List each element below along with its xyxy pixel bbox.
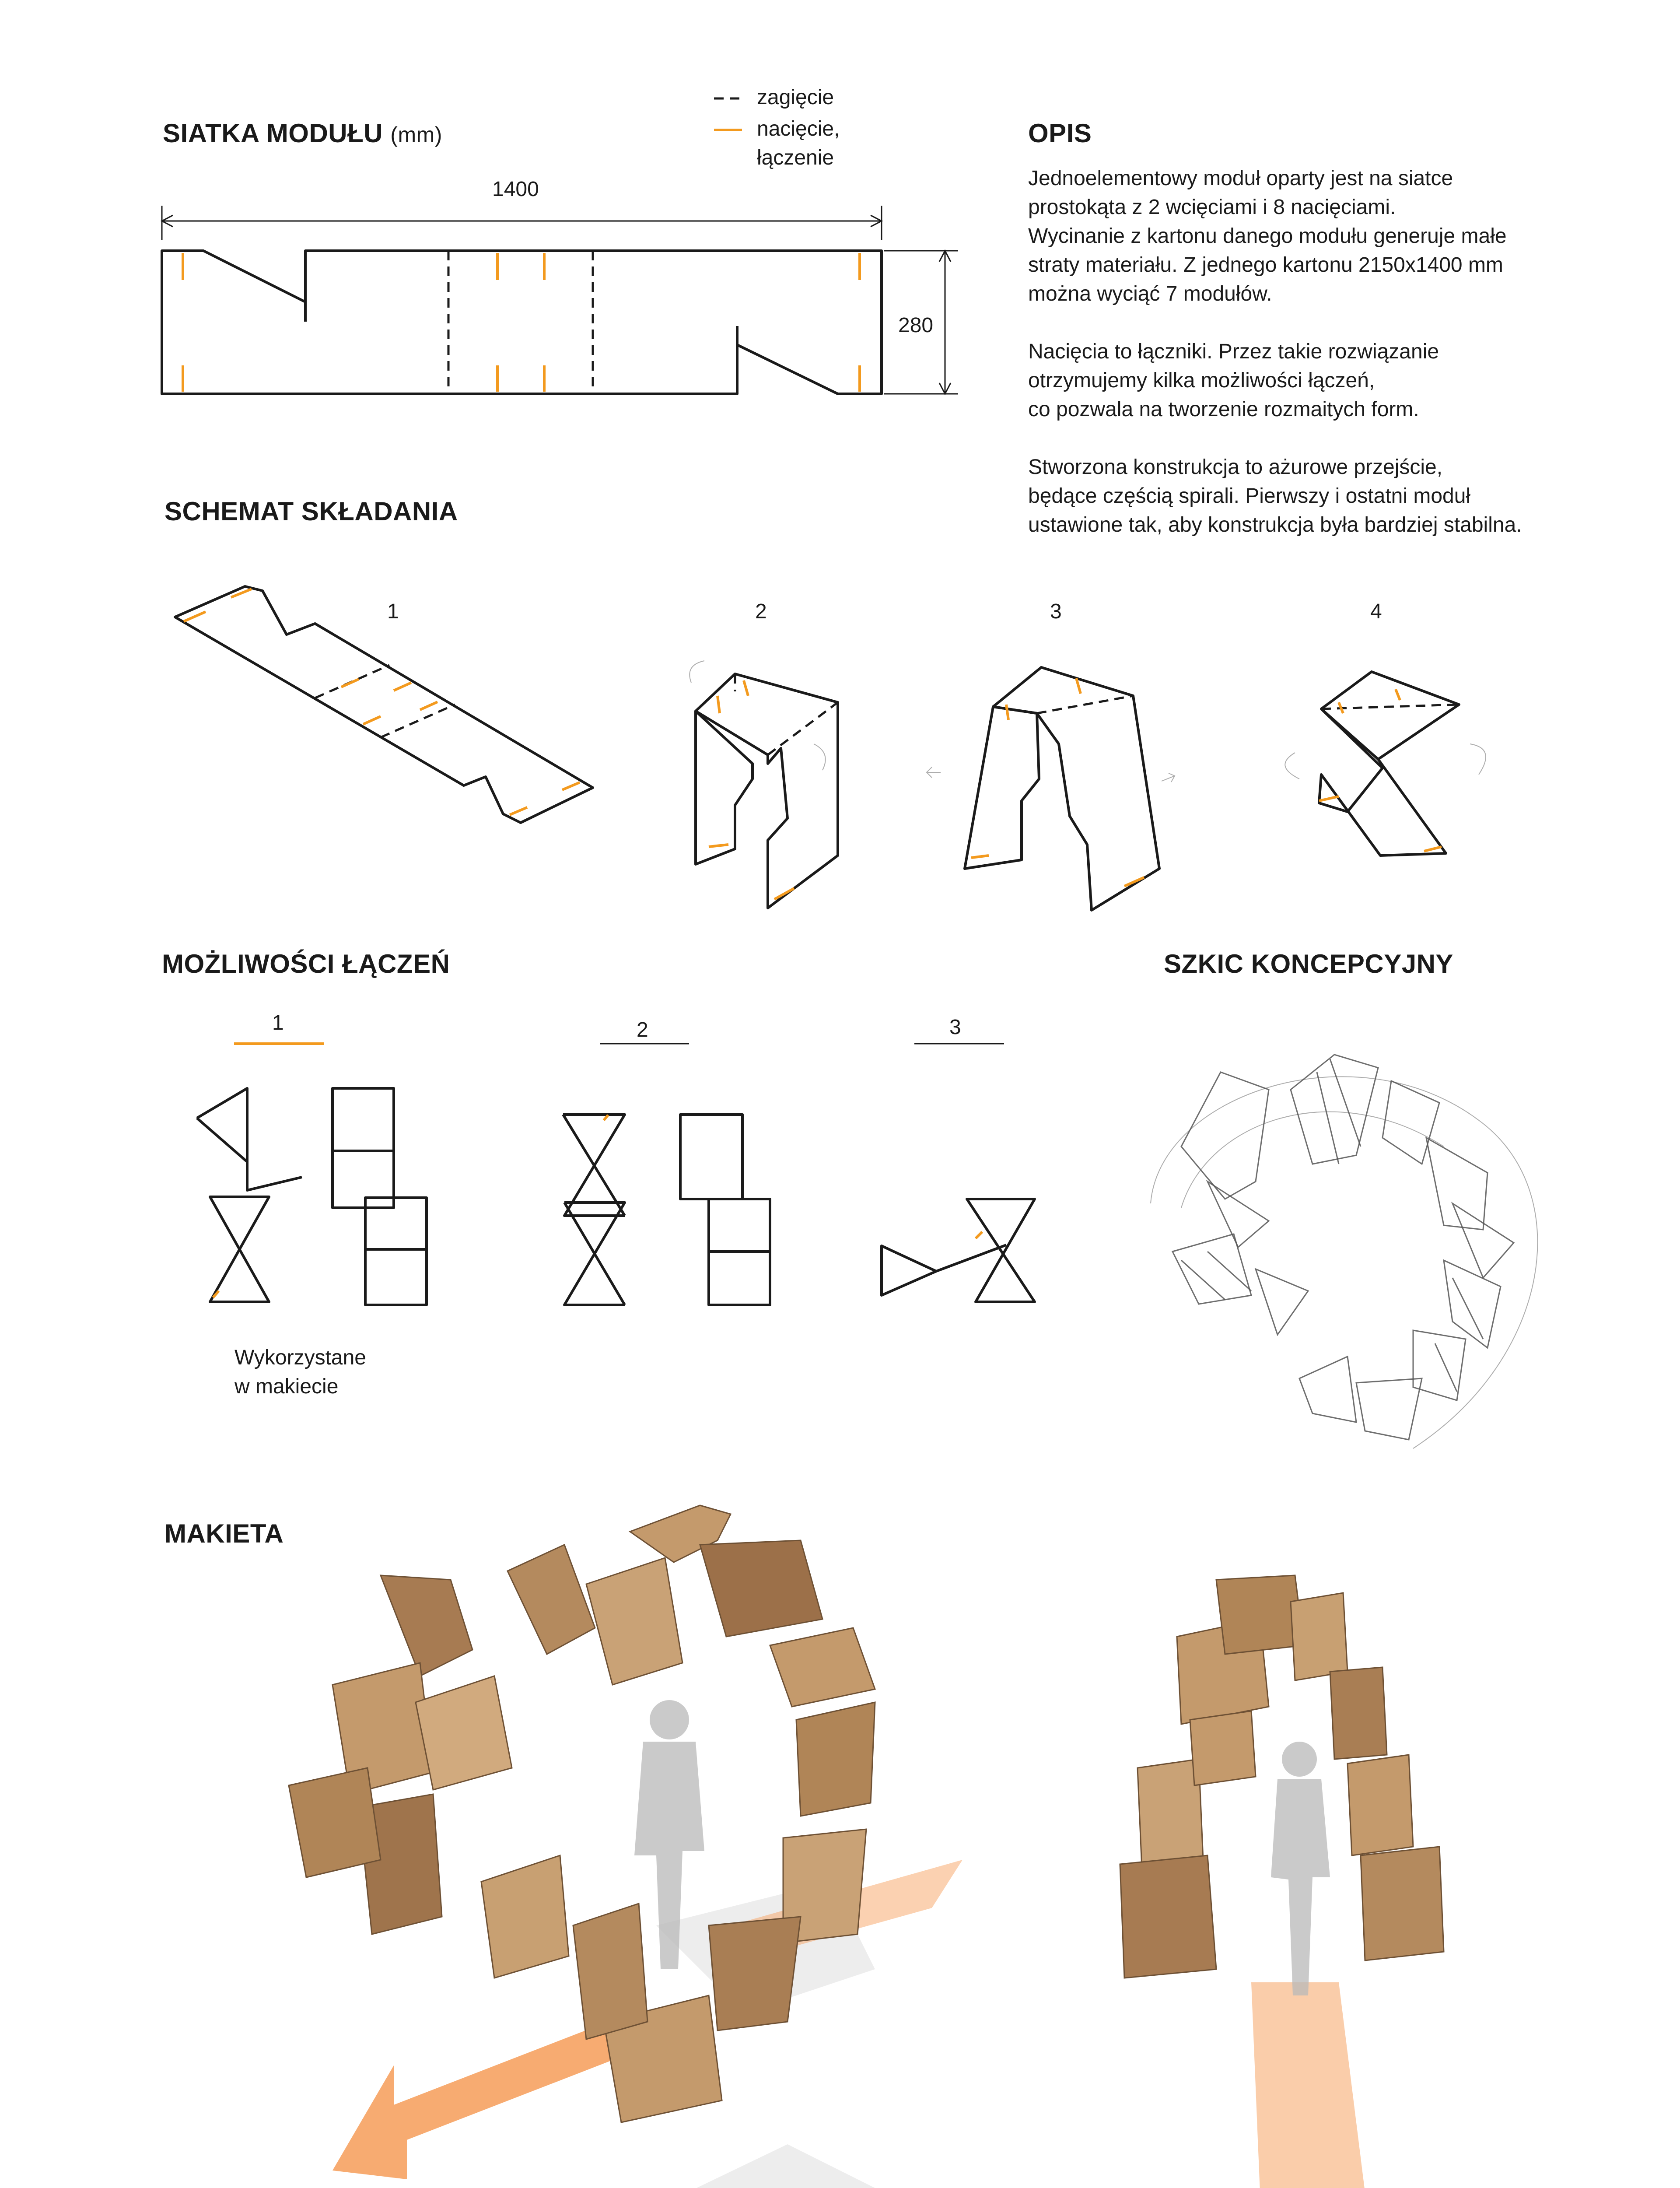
desc-line: ustawione tak, aby konstrukcja była bardziej stabilna.	[1028, 513, 1522, 536]
net-width-label: 1400	[492, 178, 539, 201]
cardboard-ring	[289, 1505, 875, 2122]
joint-note-line: Wykorzystane	[234, 1346, 366, 1369]
net-height-label: 280	[898, 314, 934, 337]
desc-line: straty materiału. Z jednego kartonu 2150x1400 mm	[1028, 253, 1503, 277]
fold-step-4: 4	[1370, 600, 1382, 623]
model-title: MAKIETA	[164, 1519, 284, 1548]
fold-step-2: 2	[755, 600, 767, 623]
desc-line: co pozwala na tworzenie rozmaitych form.	[1028, 398, 1419, 421]
net-unit: (mm)	[390, 123, 442, 147]
sketch-title: SZKIC KONCEPCYJNY	[1164, 949, 1453, 978]
desc-line: prostokąta z 2 wcięciami i 8 nacięciami.	[1028, 196, 1396, 219]
fold-step-3: 3	[1050, 600, 1062, 623]
legend-fold-label: zagięcie	[757, 86, 834, 109]
fold-step-1: 1	[387, 600, 399, 623]
desc-line: Stworzona konstrukcja to ażurowe przejście,	[1028, 456, 1443, 479]
joint-option-3: 3	[949, 1016, 961, 1039]
desc-line: Wycinanie z kartonu danego modułu generuje małe	[1028, 224, 1507, 248]
joints-title: MOŻLIWOŚCI ŁĄCZEŃ	[162, 949, 450, 978]
description-title: OPIS	[1028, 119, 1092, 148]
joint-option-2: 2	[637, 1018, 648, 1041]
joint-option-1: 1	[272, 1011, 284, 1034]
legend-cut-label: nacięcie, łączenie	[757, 117, 840, 169]
folding-title: SCHEMAT SKŁADANIA	[164, 497, 458, 526]
desc-line: Nacięcia to łączniki. Przez takie rozwiązanie	[1028, 340, 1439, 363]
desc-line: Jednoelementowy moduł oparty jest na siatce	[1028, 167, 1453, 190]
desc-line: będące częścią spirali. Pierwszy i ostatni moduł	[1028, 484, 1471, 508]
cardboard-arch	[1120, 1575, 1444, 1978]
net-title-text: SIATKA MODUŁU	[163, 119, 383, 148]
joint-note-line: w makiecie	[234, 1375, 339, 1398]
desc-line: można wyciąć 7 modułów.	[1028, 282, 1272, 305]
desc-line: otrzymujemy kilka możliwości łączeń,	[1028, 369, 1375, 392]
